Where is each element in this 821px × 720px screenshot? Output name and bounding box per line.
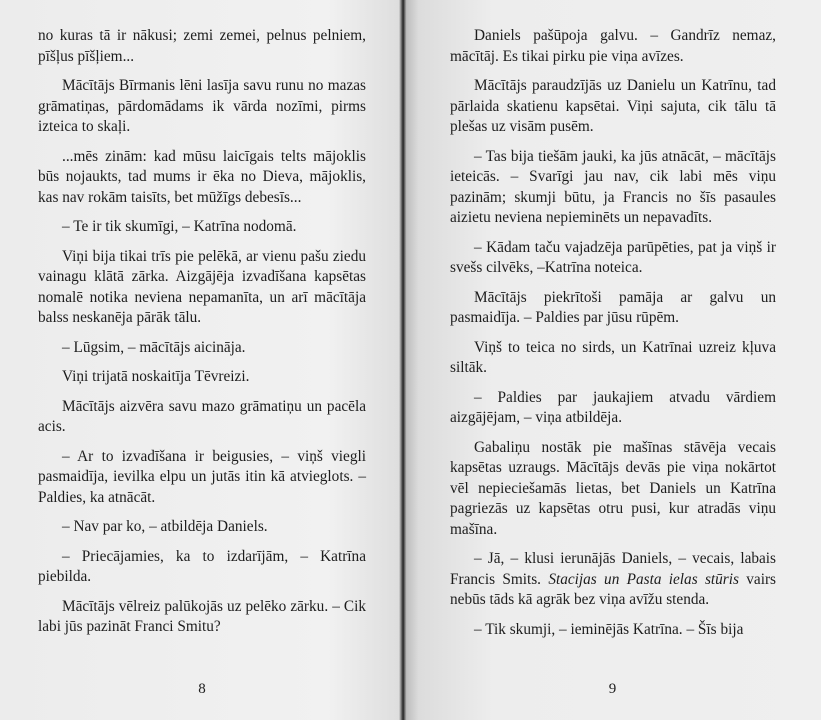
left-page bbox=[0, 0, 404, 720]
paragraph: – Priecājamies, ka to izdarījām, – Katrīna piebilda. bbox=[38, 547, 366, 585]
paragraph: – Paldies par jaukajiem atvadu vārdiem aizgājējam, – viņa atbildēja. bbox=[450, 388, 776, 426]
paragraph: – Lūgsim, – mācītājs aicināja. bbox=[62, 338, 246, 356]
page-number-right: 9 bbox=[608, 681, 617, 697]
right-page bbox=[404, 0, 821, 720]
paragraph: Viņš to teica no sirds, un Katrīnai uzreiz kļuva siltāk. bbox=[450, 338, 776, 376]
paragraph: Mācītājs paraudzījās uz Danielu un Katrīnu, tad pārlaida skatienu kapsētai. Viņi sajuta, cik tālu tā plešas uz visām pusēm. bbox=[450, 77, 776, 135]
paragraph: Gabaliņu nostāk pie mašīnas stāvēja vecais kapsētas uzraugs. Mācītājs devās pie viņa nokārtot vēl nepieciešamās lietas, bet Daniels un Katrīna pagriezās uz kapsētas otru pusi, kur atradās viņu mašīna. bbox=[450, 438, 776, 538]
paragraph: Mācītājs Bīrmanis lēni lasīja savu runu no mazas grāmatiņas, pārdomādams ik vārda nozīmi, pirms izteica to skaļi. bbox=[38, 77, 366, 135]
paragraph-with-italic bbox=[450, 549, 776, 611]
paragraph: Mācītājs aizvēra savu mazo grāmatiņu un pacēla acis. bbox=[38, 397, 366, 435]
paragraph: – Tik skumji, – ieminējās Katrīna. – Šīs bija bbox=[474, 620, 744, 638]
paragraph: Viņi bija tikai trīs pie pelēkā, ar vienu pašu ziedu vainagu klātā zārka. Aizgājēja izvadīšana kapsētas nomalē notika neviena nepamanīta, un arī mācītāja balss neskanēja pārāk tālu. bbox=[38, 247, 366, 326]
paragraph: Mācītājs vēlreiz palūkojās uz pelēko zārku. – Cik labi jūs pazināt Franci Smitu? bbox=[38, 597, 366, 635]
paragraph: ...mēs zinām: kad mūsu laicīgais telts mājoklis būs nojaukts, tad mums ir ēka no Dieva, mājoklis, kas nav rokām taisīts, bet mūžīgs debesīs... bbox=[38, 147, 366, 206]
paragraph: – Tas bija tiešām jauki, ka jūs atnācāt, – mācītājs ieteicās. – Svarīgi jau nav, cik labi mēs viņu pazinām; skumji būtu, ja Francis no šīs pasaules aizietu neviena nepieminēts un nepavadīts. bbox=[450, 147, 776, 226]
text-run: vairs nebūs tāds kā agrāk bez viņa avīžu stenda. bbox=[450, 570, 776, 608]
paragraph: Viņi trijatā noskaitīja Tēvreizi. bbox=[62, 368, 250, 385]
paragraph: no kuras tā ir nākusi; zemi zemei, pelnus pelniem, pīšļus pīšļiem... bbox=[38, 27, 366, 65]
paragraph: – Kādam taču vajadzēja parūpēties, pat ja viņš ir svešs cilvēks, –Katrīna noteica. bbox=[450, 238, 776, 276]
paragraph: Mācītājs piekrītoši pamāja ar galvu un pasmaidīja. – Paldies par jūsu rūpēm. bbox=[450, 288, 776, 326]
text-run: – Jā, – klusi ierunājās Daniels, – vecais, labais Francis Smits. bbox=[450, 550, 776, 588]
page-number-left: 8 bbox=[198, 681, 206, 697]
paragraph: – Te ir tik skumīgi, – Katrīna nodomā. bbox=[62, 218, 297, 235]
italic-place-name: Stacijas un Pasta ielas stūris bbox=[548, 570, 739, 588]
paragraph: – Nav par ko, – atbildēja Daniels. bbox=[62, 518, 268, 535]
paragraph: Daniels pašūpoja galvu. – Gandrīz nemaz, mācītāj. Es tikai pirku pie viņa avīzes. bbox=[450, 27, 776, 65]
paragraph: – Ar to izvadīšana ir beigusies, – viņš viegli pasmaidīja, ievilka elpu un jutās itin kā atvieglots. – Paldies, ka atnācāt. bbox=[38, 447, 366, 506]
